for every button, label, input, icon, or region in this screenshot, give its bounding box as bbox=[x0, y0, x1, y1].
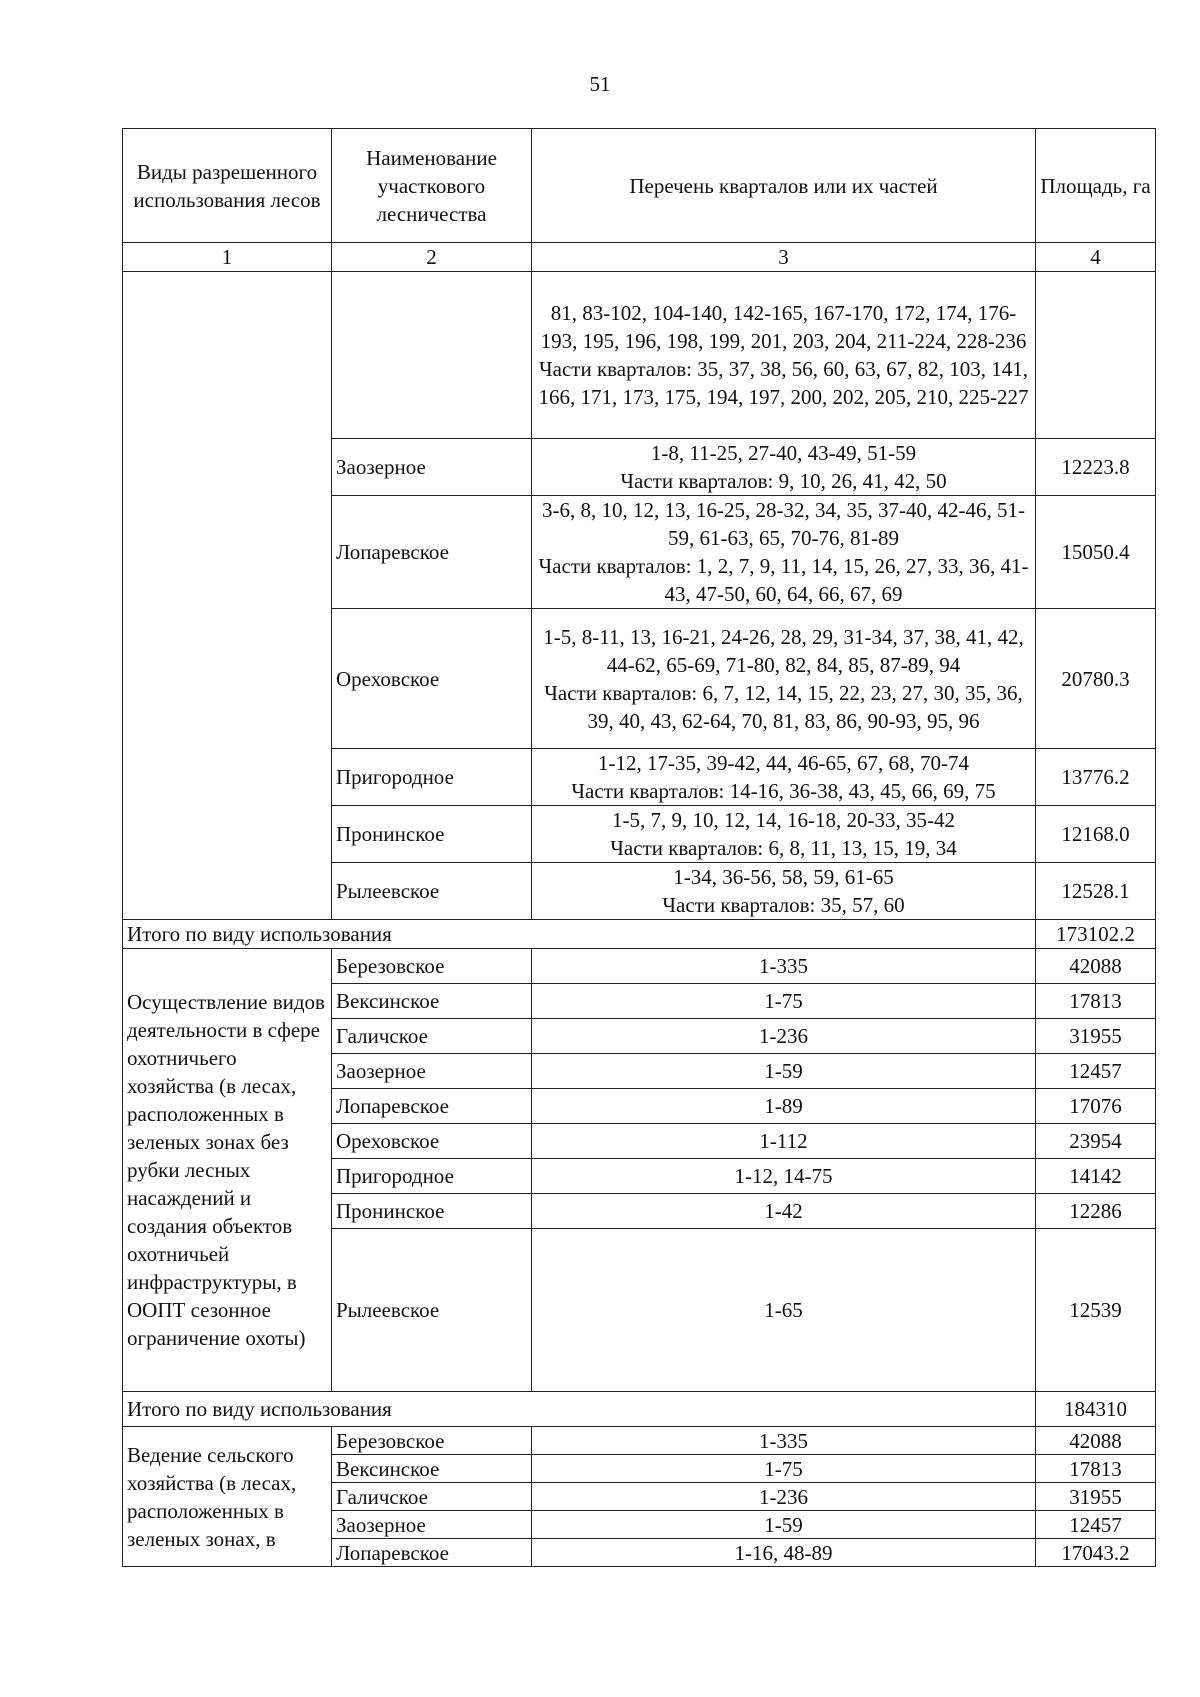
quarters-text: 1-12, 17-35, 39-42, 44, 46-65, 67, 68, 70-74 bbox=[598, 751, 969, 775]
forestry-name-cell: Рылеевское bbox=[332, 1229, 532, 1392]
quarters-text: 1-5, 8-11, 13, 16-21, 24-26, 28, 29, 31-34, 37, 38, 41, 42, 44-62, 65-69, 71-80, 82, 84, 85, 87-89, 94 bbox=[543, 624, 1024, 677]
forestry-name-cell: Заозерное bbox=[332, 1511, 532, 1539]
forestry-name-cell: Вексинское bbox=[332, 1455, 532, 1483]
column-number: 3 bbox=[532, 243, 1036, 272]
area-cell: 42088 bbox=[1036, 949, 1156, 984]
forestry-name-cell: Пригородное bbox=[332, 749, 532, 806]
forestry-name-cell: Вексинское bbox=[332, 984, 532, 1019]
quarters-cell: 1-335 bbox=[532, 949, 1036, 984]
quarters-cell: 1-236 bbox=[532, 1483, 1036, 1511]
forestry-name-cell: Ореховское bbox=[332, 1124, 532, 1159]
quarter-parts-text: Части кварталов: 1, 2, 7, 9, 11, 14, 15, 26, 27, 33, 36, 41-43, 47-50, 60, 64, 66, 67, 69 bbox=[538, 554, 1029, 606]
area-cell: 17076 bbox=[1036, 1089, 1156, 1124]
forestry-name-cell: Пронинское bbox=[332, 806, 532, 863]
area-cell: 12286 bbox=[1036, 1194, 1156, 1229]
area-cell bbox=[1036, 272, 1156, 439]
quarter-parts-text: Части кварталов: 14-16, 36-38, 43, 45, 66, 69, 75 bbox=[571, 779, 996, 803]
quarters-cell bbox=[532, 272, 1036, 439]
area-cell: 17813 bbox=[1036, 1455, 1156, 1483]
forestry-name-cell: Пронинское bbox=[332, 1194, 532, 1229]
quarters-cell: 1-12, 14-75 bbox=[532, 1159, 1036, 1194]
header-area: Площадь, га bbox=[1036, 129, 1156, 243]
area-cell: 14142 bbox=[1036, 1159, 1156, 1194]
quarters-text: 1-5, 7, 9, 10, 12, 14, 16-18, 20-33, 35-42 bbox=[612, 808, 955, 832]
quarters-cell: 1-16, 48-89 bbox=[532, 1539, 1036, 1567]
forestry-name-cell: Березовское bbox=[332, 949, 532, 984]
quarters-cell bbox=[532, 439, 1036, 496]
quarters-text: 3-6, 8, 10, 12, 13, 16-25, 28-32, 34, 35, 37-40, 42-46, 51-59, 61-63, 65, 70-76, 81-89 bbox=[542, 498, 1025, 550]
header-quarters-list: Перечень кварталов или их частей bbox=[532, 129, 1036, 243]
forestry-name-cell: Лопаревское bbox=[332, 1539, 532, 1567]
column-number: 1 bbox=[123, 243, 332, 272]
column-number-row bbox=[123, 243, 1156, 272]
area-cell: 17813 bbox=[1036, 984, 1156, 1019]
quarters-cell bbox=[532, 496, 1036, 609]
area-cell: 12528.1 bbox=[1036, 863, 1156, 920]
total-row bbox=[123, 1392, 1156, 1427]
quarter-parts-text: Части кварталов: 9, 10, 26, 41, 42, 50 bbox=[620, 469, 947, 493]
quarter-parts-text: Части кварталов: 6, 8, 11, 13, 15, 19, 34 bbox=[610, 836, 957, 860]
total-value: 173102.2 bbox=[1036, 920, 1156, 949]
area-cell: 31955 bbox=[1036, 1019, 1156, 1054]
quarters-cell bbox=[532, 749, 1036, 806]
quarters-cell: 1-89 bbox=[532, 1089, 1036, 1124]
column-number: 2 bbox=[332, 243, 532, 272]
area-cell: 20780.3 bbox=[1036, 609, 1156, 749]
use-type-cell: Осуществление видов деятельности в сфере охотничьего хозяйства (в лесах, расположенных в зеленых зонах без рубки лесных насаждений и создания объектов охотничьей инфраструктуры, в ООПТ сезонное ограничение охоты) bbox=[123, 949, 332, 1392]
total-value: 184310 bbox=[1036, 1392, 1156, 1427]
table-row bbox=[123, 272, 1156, 439]
table-header-row bbox=[123, 129, 1156, 243]
area-cell: 23954 bbox=[1036, 1124, 1156, 1159]
area-cell: 31955 bbox=[1036, 1483, 1156, 1511]
quarters-cell bbox=[532, 609, 1036, 749]
quarters-cell: 1-236 bbox=[532, 1019, 1036, 1054]
quarters-text: 81, 83-102, 104-140, 142-165, 167-170, 172, 174, 176-193, 195, 196, 198, 199, 201, 203, 204, 211-224, 228-236 bbox=[540, 301, 1027, 353]
forestry-name-cell: Лопаревское bbox=[332, 1089, 532, 1124]
quarters-cell bbox=[532, 806, 1036, 863]
quarters-cell: 1-59 bbox=[532, 1511, 1036, 1539]
forestry-name-cell: Лопаревское bbox=[332, 496, 532, 609]
area-cell: 15050.4 bbox=[1036, 496, 1156, 609]
column-number: 4 bbox=[1036, 243, 1156, 272]
quarters-cell: 1-42 bbox=[532, 1194, 1036, 1229]
forestry-name-cell: Заозерное bbox=[332, 439, 532, 496]
total-row bbox=[123, 920, 1156, 949]
area-cell: 12223.8 bbox=[1036, 439, 1156, 496]
table-row bbox=[123, 949, 1156, 984]
header-use-type: Виды разрешенного использования лесов bbox=[123, 129, 332, 243]
quarter-parts-text: Части кварталов: 35, 57, 60 bbox=[662, 893, 905, 917]
total-label: Итого по виду использования bbox=[123, 1392, 1036, 1427]
forestry-name-cell: Ореховское bbox=[332, 609, 532, 749]
total-label: Итого по виду использования bbox=[123, 920, 1036, 949]
area-cell: 12539 bbox=[1036, 1229, 1156, 1392]
forestry-name-cell: Галичское bbox=[332, 1483, 532, 1511]
area-cell: 12457 bbox=[1036, 1054, 1156, 1089]
use-type-cell bbox=[123, 272, 332, 920]
area-cell: 12457 bbox=[1036, 1511, 1156, 1539]
forest-use-table bbox=[122, 128, 1156, 1567]
forestry-name-cell bbox=[332, 272, 532, 439]
quarters-text: 1-34, 36-56, 58, 59, 61-65 bbox=[673, 865, 894, 889]
use-type-cell: Ведение сельского хозяйства (в лесах, расположенных в зеленых зонах, в bbox=[123, 1427, 332, 1567]
header-forestry-name: Наименование участкового лесничества bbox=[332, 129, 532, 243]
quarters-cell: 1-75 bbox=[532, 984, 1036, 1019]
forestry-name-cell: Галичское bbox=[332, 1019, 532, 1054]
page-number: 51 bbox=[589, 72, 611, 96]
area-cell: 12168.0 bbox=[1036, 806, 1156, 863]
area-cell: 42088 bbox=[1036, 1427, 1156, 1455]
quarters-cell bbox=[532, 863, 1036, 920]
area-cell: 17043.2 bbox=[1036, 1539, 1156, 1567]
quarters-cell: 1-75 bbox=[532, 1455, 1036, 1483]
forestry-name-cell: Пригородное bbox=[332, 1159, 532, 1194]
forestry-name-cell: Березовское bbox=[332, 1427, 532, 1455]
quarters-cell: 1-59 bbox=[532, 1054, 1036, 1089]
quarters-text: 1-8, 11-25, 27-40, 43-49, 51-59 bbox=[650, 441, 917, 465]
quarters-cell: 1-335 bbox=[532, 1427, 1036, 1455]
table-row bbox=[123, 1427, 1156, 1455]
quarters-cell: 1-65 bbox=[532, 1229, 1036, 1392]
area-cell: 13776.2 bbox=[1036, 749, 1156, 806]
quarter-parts-text: Части кварталов: 35, 37, 38, 56, 60, 63, 67, 82, 103, 141, 166, 171, 173, 175, 194, 197, 200, 202, 205, 210, 225-227 bbox=[538, 357, 1029, 409]
quarter-parts-text: Части кварталов: 6, 7, 12, 14, 15, 22, 23, 27, 30, 35, 36, 39, 40, 43, 62-64, 70, 81, 83, 86, 90-93, 95, 96 bbox=[544, 680, 1023, 733]
quarters-cell: 1-112 bbox=[532, 1124, 1036, 1159]
forestry-name-cell: Рылеевское bbox=[332, 863, 532, 920]
forestry-name-cell: Заозерное bbox=[332, 1054, 532, 1089]
